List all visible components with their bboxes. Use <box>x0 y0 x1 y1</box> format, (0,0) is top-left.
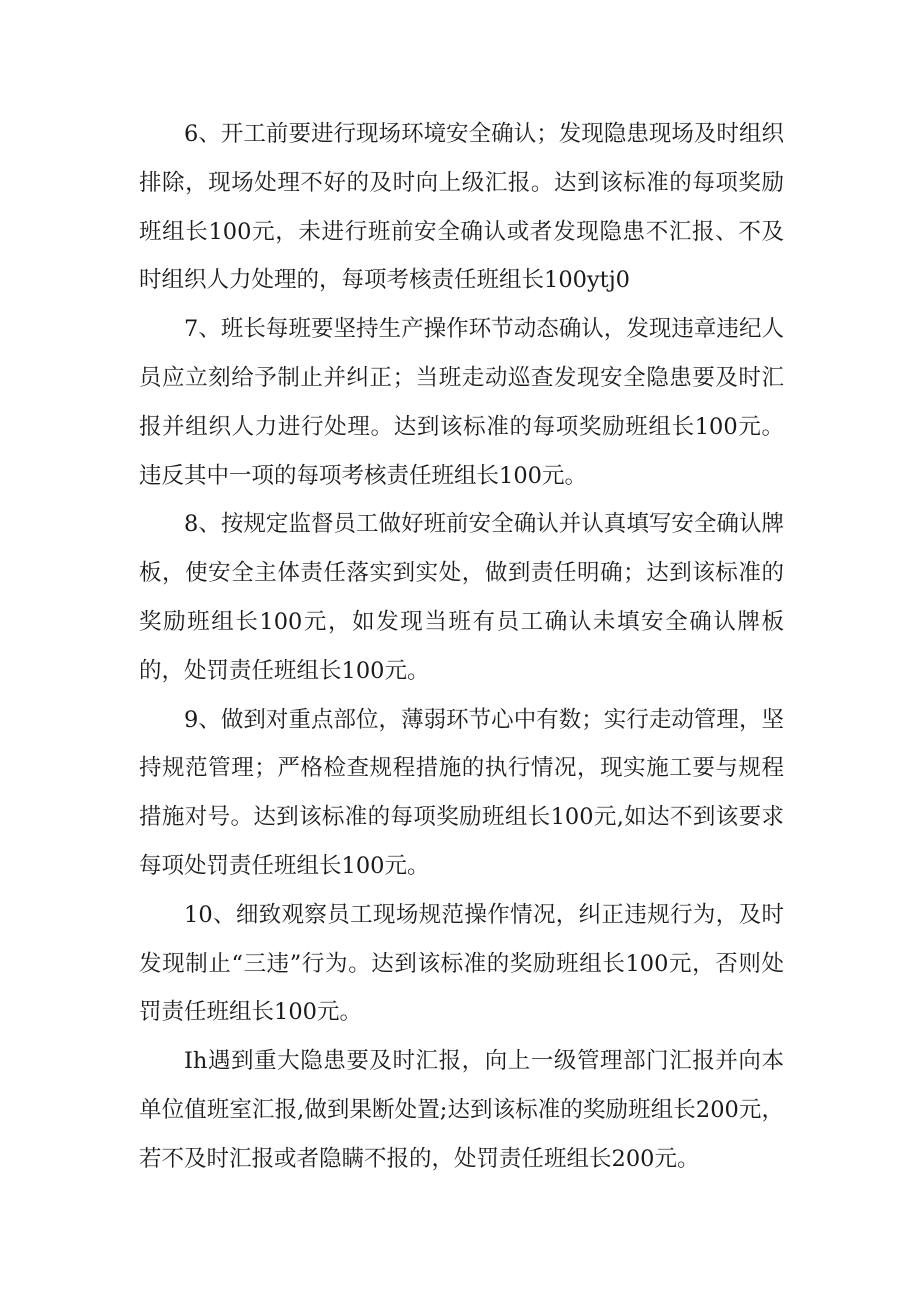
document-body <box>139 110 784 1184</box>
paragraph-item-10: 10、细致观察员工现场规范操作情况，纠正违规行为，及时发现制止“三违”行为。达到该标准的奖励班组长100元，否则处罚责任班组长100元。 <box>139 901 784 1026</box>
paragraph-item-6: 6、开工前要进行现场环境安全确认；发现隐患现场及时组织排除，现场处理不好的及时向上级汇报。达到该标准的每项奖励班组长100元，未进行班前安全确认或者发现隐患不汇报、不及时组织人力处理的，每项考核责任班组长100ytj0 <box>139 121 784 294</box>
paragraph-item-11: Ih遇到重大隐患要及时汇报，向上一级管理部门汇报并向本单位值班室汇报,做到果断处置;达到该标准的奖励班组长200元，若不及时汇报或者隐瞒不报的，处罚责任班组长200元。 <box>139 1048 784 1172</box>
paragraph-item-7: 7、班长每班要坚持生产操作环节动态确认，发现违章违纪人员应立刻给予制止并纠正；当班走动巡查发现安全隐患要及时汇报并组织人力进行处理。达到该标准的每项奖励班组长100元。违反其中一项的每项考核责任班组长100元。 <box>139 316 784 489</box>
paragraph-item-9: 9、做到对重点部位，薄弱环节心中有数；实行走动管理，坚持规范管理；严格检查规程措施的执行情况，现实施工要与规程措施对号。达到该标准的每项奖励班组长100元,如达不到该要求每项处罚责任班组长100元。 <box>139 706 784 879</box>
paragraph-item-8: 8、按规定监督员工做好班前安全确认并认真填写安全确认牌板，使安全主体责任落实到实处，做到责任明确；达到该标准的奖励班组长100元，如发现当班有员工确认未填安全确认牌板的，处罚责任班组长100元。 <box>139 511 784 684</box>
